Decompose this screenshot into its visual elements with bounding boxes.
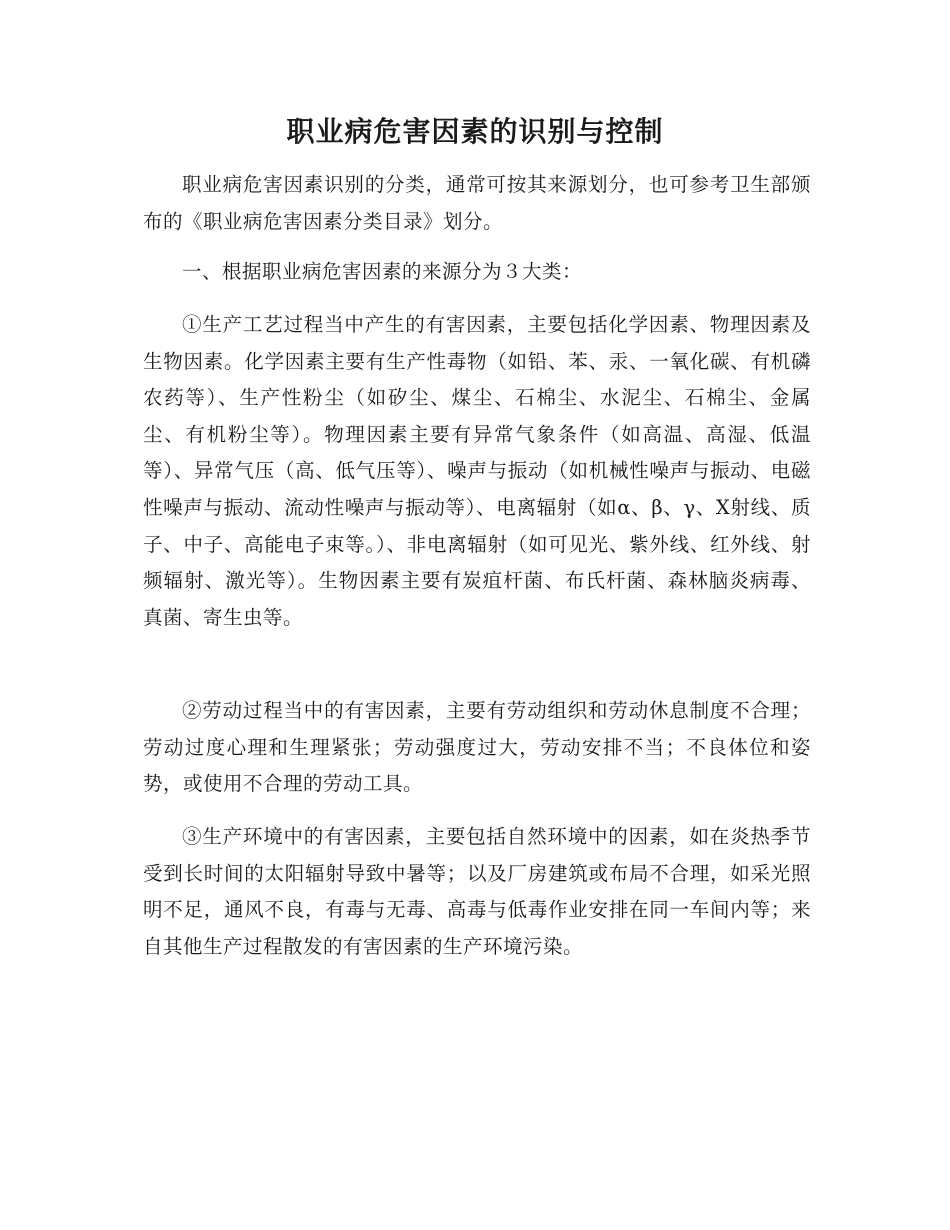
- paragraph-environment-factors: ③生产环境中的有害因素，主要包括自然环境中的因素，如在炎热季节受到长时间的太阳辐射导致中暑等；以及厂房建筑或布局不合理，如采光照明不足，通风不良，有毒与无毒、高毒与低毒作业安排在同一车间内等；来自其他生产过程散发的有害因素的生产环境污染。: [143, 825, 811, 958]
- paragraph-labor-factors: ②劳动过程当中的有害因素，主要有劳动组织和劳动休息制度不合理；劳动过度心理和生理紧张；劳动强度过大，劳动安排不当；不良体位和姿势，或使用不合理的劳动工具。: [143, 699, 811, 796]
- document-title: 职业病危害因素的识别与控制: [286, 115, 664, 148]
- section-heading: 一、根据职业病危害因素的来源分为３大类：: [182, 260, 583, 283]
- intro-paragraph: 职业病危害因素识别的分类，通常可按其来源划分，也可参考卫生部颁布的《职业病危害因素分类目录》划分。: [143, 173, 811, 233]
- paragraph-process-factors: ①生产工艺过程当中产生的有害因素，主要包括化学因素、物理因素及生物因素。化学因素主要有生产性毒物（如铅、苯、汞、一氧化碳、有机磷农药等）、生产性粉尘（如矽尘、煤尘、石棉尘、水泥尘、石棉尘、金属尘、有机粉尘等）。物理因素主要有异常气象条件（如高温、高湿、低温等）、异常气压（高、低气压等）、噪声与振动（如机械性噪声与振动、电磁性噪声与振动、流动性噪声与振动等）、电离辐射（如α、β、γ、X射线、质子、中子、高能电子束等。）、非电离辐射（如可见光、紫外线、红外线、射频辐射、激光等）。生物因素主要有炭疽杆菌、布氏杆菌、森林脑炎病毒、真菌、寄生虫等。: [143, 313, 811, 629]
